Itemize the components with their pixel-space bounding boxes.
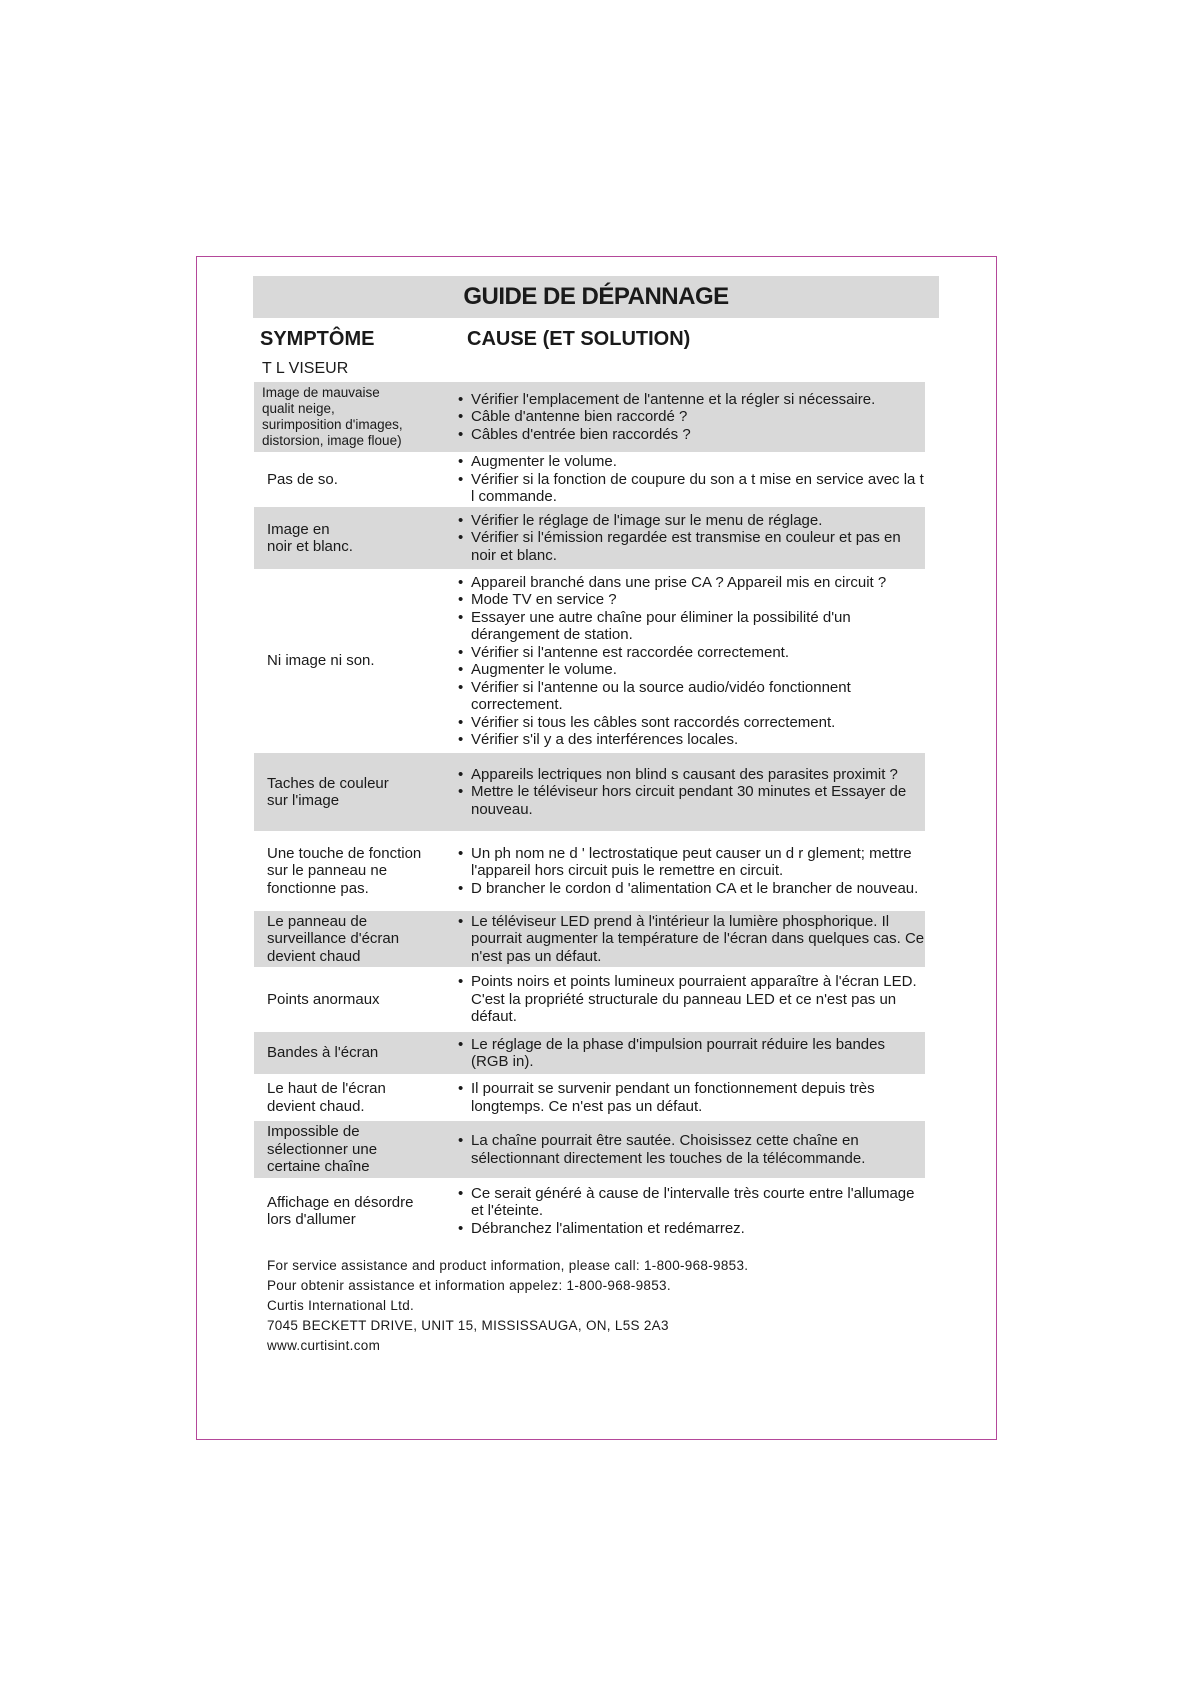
- symptom-cell: Affichage en désordre lors d'allumer: [267, 1193, 414, 1228]
- cause-item: • Vérifier si l'antenne est raccordée correctement.: [458, 644, 925, 662]
- table-row: [254, 507, 925, 569]
- cause-item: • D brancher le cordon d 'alimentation CA et le brancher de nouveau.: [458, 880, 925, 898]
- footer-line-service: For service assistance and product information, please call: 1-800-968-9853.: [267, 1258, 749, 1273]
- symptom-cell: Points anormaux: [267, 990, 380, 1008]
- cause-item: • Vérifier si l'émission regardée est transmise en couleur et pas en noir et blanc.: [458, 529, 925, 564]
- symptom-cell: Pas de so.: [267, 470, 338, 488]
- cause-item: • Essayer une autre chaîne pour éliminer la possibilité d'un dérangement de station.: [458, 609, 925, 644]
- symptom-cell: Image de mauvaise qualit neige, surimposition d'images, distorsion, image floue): [262, 385, 403, 448]
- cause-item: • Câbles d'entrée bien raccordés ?: [458, 426, 925, 444]
- table-row: [254, 967, 925, 1032]
- cause-item: • La chaîne pourrait être sautée. Choisissez cette chaîne en sélectionnant directement les touches de la télécommande.: [458, 1132, 925, 1167]
- cause-item: • Le réglage de la phase d'impulsion pourrait réduire les bandes (RGB in).: [458, 1036, 925, 1071]
- footer-line-address: 7045 BECKETT DRIVE, UNIT 15, MISSISSAUGA, ON, L5S 2A3: [267, 1318, 669, 1333]
- table-row: [254, 569, 925, 753]
- cause-item: • Vérifier si tous les câbles sont raccordés correctement.: [458, 714, 925, 732]
- cause-item: • Points noirs et points lumineux pourraient apparaître à l'écran LED. C'est la propriété structurale du panneau LED et ce n'est pas un défaut.: [458, 973, 925, 1026]
- cause-list: [444, 766, 925, 819]
- cause-item: • Un ph nom ne d ' lectrostatique peut causer un d r glement; mettre l'appareil hors circuit puis le remettre en circuit.: [458, 845, 925, 880]
- cause-item: • Vérifier si l'antenne ou la source audio/vidéo fonctionnent correctement.: [458, 679, 925, 714]
- cause-header: CAUSE (ET SOLUTION): [467, 328, 691, 350]
- symptom-cell: Le haut de l'écran devient chaud.: [267, 1080, 386, 1115]
- table-row: [254, 382, 925, 452]
- table-row: [254, 753, 925, 831]
- title-band: [253, 276, 939, 318]
- cause-list: [444, 1036, 925, 1071]
- symptom-cell: Taches de couleur sur l'image: [267, 774, 389, 809]
- table-row: [254, 831, 925, 911]
- cause-list: [444, 574, 925, 749]
- symptom-cell: Bandes à l'écran: [267, 1044, 379, 1062]
- cause-item: • Mettre le téléviseur hors circuit pendant 30 minutes et Essayer de nouveau.: [458, 783, 925, 818]
- cause-item: • Ce serait généré à cause de l'intervalle très courte entre l'allumage et l'éteinte.: [458, 1185, 925, 1220]
- cause-list: [444, 913, 925, 966]
- table-row: [254, 1032, 925, 1074]
- table-row: [254, 1178, 925, 1244]
- cause-item: • Vérifier le réglage de l'image sur le menu de réglage.: [458, 512, 925, 530]
- cause-list: [444, 512, 925, 565]
- cause-item: • Il pourrait se survenir pendant un fonctionnement depuis très longtemps. Ce n'est pas un défaut.: [458, 1080, 925, 1115]
- table-row: [254, 1074, 925, 1121]
- symptom-cell: Le panneau de surveillance d'écran devient chaud: [267, 912, 400, 965]
- cause-item: • Augmenter le volume.: [458, 661, 925, 679]
- cause-list: [444, 391, 925, 444]
- cause-list: [444, 453, 925, 506]
- table-row: [254, 1121, 925, 1178]
- table-row: [254, 911, 925, 967]
- cause-list: [444, 1185, 925, 1238]
- cause-item: • Le téléviseur LED prend à l'intérieur la lumière phosphorique. Il pourrait augmenter la température de l'écran dans quelques cas. Ce n'est pas un défaut.: [458, 913, 925, 966]
- cause-item: • Vérifier s'il y a des interférences locales.: [458, 731, 925, 749]
- cause-item: • Appareil branché dans une prise CA ? Appareil mis en circuit ?: [458, 574, 925, 592]
- cause-item: • Mode TV en service ?: [458, 591, 925, 609]
- footer-line-company: Curtis International Ltd.: [267, 1298, 415, 1313]
- cause-item: • Vérifier si la fonction de coupure du son a t mise en service avec la t l commande.: [458, 471, 925, 506]
- table-row: [254, 452, 925, 507]
- symptom-cell: Ni image ni son.: [267, 652, 375, 670]
- symptom-cell: Une touche de fonction sur le panneau ne fonctionne pas.: [267, 844, 422, 897]
- symptom-cell: Image en noir et blanc.: [267, 520, 353, 555]
- symptom-cell: Impossible de sélectionner une certaine chaîne: [267, 1123, 378, 1176]
- page-title: GUIDE DE DÉPANNAGE: [463, 283, 729, 310]
- cause-item: • Vérifier l'emplacement de l'antenne et la régler si nécessaire.: [458, 391, 925, 409]
- cause-list: [444, 845, 925, 898]
- cause-item: • Appareils lectriques non blind s causant des parasites proximit ?: [458, 766, 925, 784]
- cause-list: [444, 1080, 925, 1115]
- footer-line-assistance: Pour obtenir assistance et information appelez: 1-800-968-9853.: [267, 1278, 671, 1293]
- footer-line-website: www.curtisint.com: [267, 1338, 381, 1353]
- cause-list: [444, 973, 925, 1026]
- symptom-header: SYMPTÔME: [260, 328, 375, 350]
- section-title: T L VISEUR: [262, 360, 349, 377]
- cause-item: • Câble d'antenne bien raccordé ?: [458, 408, 925, 426]
- cause-item: • Débranchez l'alimentation et redémarrez.: [458, 1220, 925, 1238]
- cause-item: • Augmenter le volume.: [458, 453, 925, 471]
- contact-footer: [267, 1256, 748, 1356]
- cause-list: [444, 1132, 925, 1167]
- troubleshooting-table: [254, 382, 925, 1244]
